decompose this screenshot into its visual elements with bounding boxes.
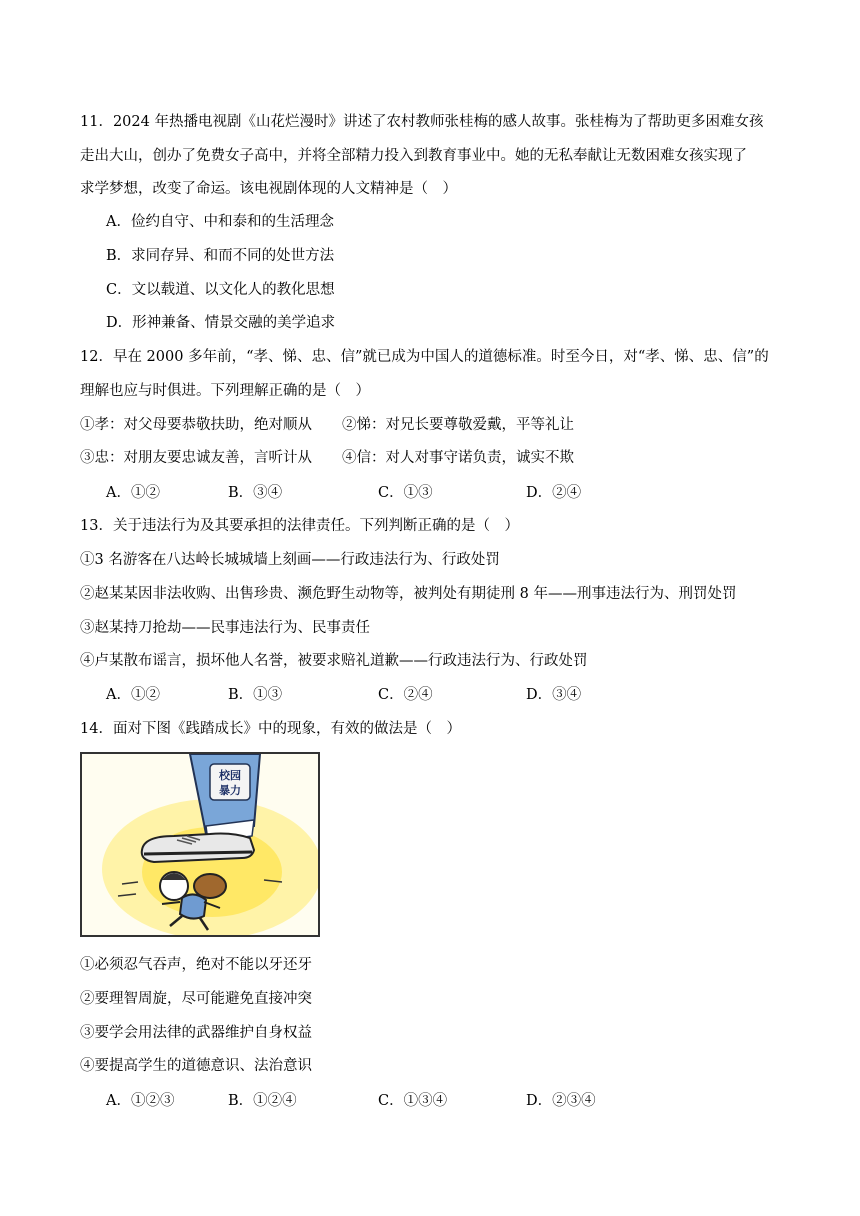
q13-statement-1: ①3 名游客在八达岭长城城墙上刻画——行政违法行为、行政处罚 bbox=[80, 552, 500, 568]
q14-statement-1: ①必须忍气吞声，绝对不能以牙还牙 bbox=[80, 957, 312, 973]
q13-statement-2: ②赵某某因非法收购、出售珍贵、濒危野生动物等，被判处有期徒刑 8 年——刑事违法行为、刑罚处罚 bbox=[80, 586, 737, 602]
q13-option-b: B．①③ bbox=[228, 687, 283, 703]
q13-option-d: D．③④ bbox=[526, 687, 582, 703]
q14-stem: 14．面对下图《践踏成长》中的现象，有效的做法是（ ） bbox=[80, 721, 461, 737]
q13-stem: 13．关于违法行为及其要承担的法律责任。下列判断正确的是（ ） bbox=[80, 518, 519, 534]
student-body bbox=[180, 894, 206, 918]
q14-statement-3: ③要学会用法律的武器维护自身权益 bbox=[80, 1025, 312, 1041]
q11-stem-line-2: 走出大山，创办了免费女子高中，并将全部精力投入到教育事业中。她的无私奉献让无数困难女孩实现了 bbox=[80, 148, 747, 164]
q13-statement-3: ③赵某持刀抢劫——民事违法行为、民事责任 bbox=[80, 620, 370, 636]
q11-stem-line-3: 求学梦想，改变了命运。该电视剧体现的人文精神是（ ） bbox=[80, 181, 457, 197]
q12-stem-line-2: 理解也应与时俱进。下列理解正确的是（ ） bbox=[80, 383, 370, 399]
q12-statement-4: ④信：对人对事守诺负责，诚实不欺 bbox=[342, 450, 574, 466]
q11-stem-line-1: 11．2024 年热播电视剧《山花烂漫时》讲述了农村教师张桂梅的感人故事。张桂梅为了帮助更多困难女孩 bbox=[80, 114, 764, 130]
q12-option-a: A．①② bbox=[106, 485, 160, 501]
q14-option-d: D．②③④ bbox=[526, 1093, 596, 1109]
q13-statement-4: ④卢某散布谣言，损坏他人名誉，被要求赔礼道歉——行政违法行为、行政处罚 bbox=[80, 653, 588, 669]
q12-statement-3: ③忠：对朋友要忠诚友善，言听计从 bbox=[80, 450, 312, 466]
shoe bbox=[142, 834, 254, 863]
cartoon-illustration bbox=[82, 754, 318, 935]
q12-stem-line-1: 12．早在 2000 多年前，“孝、悌、忠、信”就已成为中国人的道德标准。时至今日，对“孝、悌、忠、信”的 bbox=[80, 349, 769, 365]
q12-option-b: B．③④ bbox=[228, 485, 283, 501]
q11-option-a: A．俭约自守、中和泰和的生活理念 bbox=[106, 214, 334, 230]
q13-option-a: A．①② bbox=[106, 687, 160, 703]
q12-statement-2: ②悌：对兄长要尊敬爱戴，平等礼让 bbox=[342, 417, 574, 433]
q11-option-b: B．求同存异、和而不同的处世方法 bbox=[106, 248, 335, 264]
sign-text-line-1: 校园 bbox=[219, 769, 241, 782]
q11-option-c: C．文以载道、以文化人的教化思想 bbox=[106, 282, 335, 298]
q14-option-a: A．①②③ bbox=[106, 1093, 175, 1109]
sign-text-line-2: 暴力 bbox=[219, 784, 241, 797]
q12-statement-1: ①孝：对父母要恭敬扶助，绝对顺从 bbox=[80, 417, 312, 433]
q14-option-c: C．①③④ bbox=[378, 1093, 448, 1109]
q14-statement-2: ②要理智周旋，尽可能避免直接冲突 bbox=[80, 991, 312, 1007]
q14-option-b: B．①②④ bbox=[228, 1093, 297, 1109]
q11-option-d: D．形神兼备、情景交融的美学追求 bbox=[106, 315, 336, 331]
q13-option-c: C．②④ bbox=[378, 687, 433, 703]
q12-option-d: D．②④ bbox=[526, 485, 582, 501]
cartoon-campus-violence bbox=[80, 752, 320, 937]
schoolbag bbox=[194, 874, 226, 898]
q12-option-c: C．①③ bbox=[378, 485, 433, 501]
q14-statement-4: ④要提高学生的道德意识、法治意识 bbox=[80, 1058, 312, 1074]
shoe-sole bbox=[144, 852, 252, 854]
